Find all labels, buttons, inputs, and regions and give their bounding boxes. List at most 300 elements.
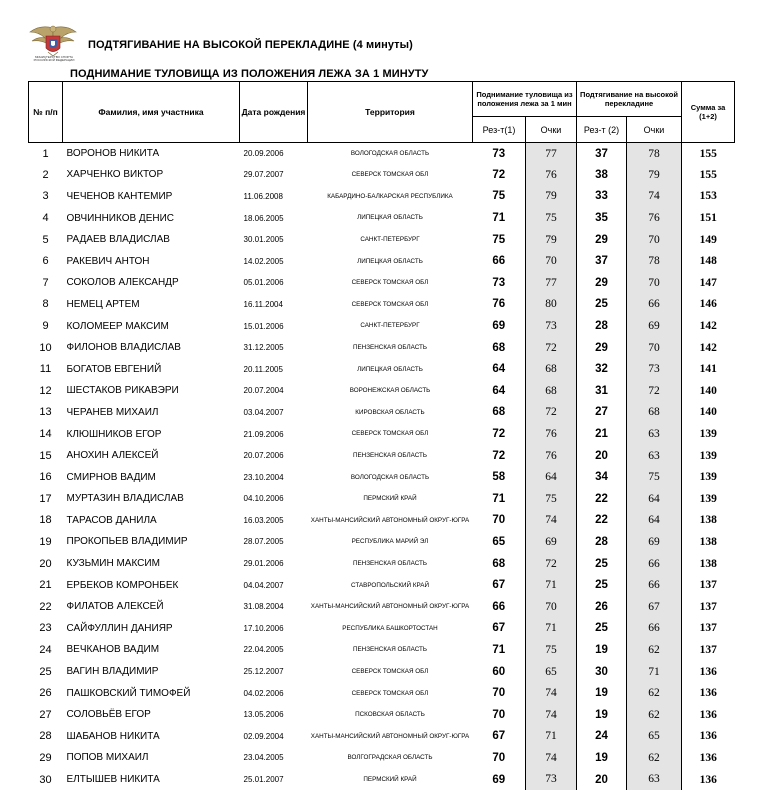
- birth-date: 22.04.2005: [243, 645, 284, 655]
- table-row: [29, 510, 735, 532]
- total-points: 140: [699, 406, 717, 419]
- birth-date: 29.07.2007: [243, 170, 284, 180]
- pullups-result: 25: [595, 298, 608, 311]
- pullups-points: 67: [627, 596, 682, 618]
- birth-date: 16.03.2005: [243, 515, 284, 525]
- row-number: 26: [39, 687, 52, 700]
- birth-date: 23.04.2005: [243, 753, 284, 763]
- total-points: 140: [699, 384, 717, 397]
- pullups-result: 35: [595, 212, 608, 225]
- territory: САНКТ-ПЕТЕРБУРГ: [360, 322, 420, 330]
- participant-name: ПАШКОВСКИЙ ТИМОФЕЙ: [66, 687, 191, 699]
- participant-name: СОЛОВЬЁВ ЕГОР: [66, 709, 151, 721]
- territory: ЛИПЕЦКАЯ ОБЛАСТЬ: [357, 214, 423, 222]
- situps-result: 72: [492, 449, 506, 462]
- table-row: [29, 445, 735, 467]
- participant-name: ПОПОВ МИХАИЛ: [66, 752, 149, 764]
- birth-date: 20.07.2006: [243, 451, 284, 461]
- participant-name: ФИЛОНОВ ВЛАДИСЛАВ: [66, 342, 181, 354]
- territory: ПЕНЗЕНСКАЯ ОБЛАСТЬ: [352, 559, 428, 567]
- pullups-points: 66: [627, 553, 682, 575]
- pullups-points: 64: [627, 510, 682, 532]
- situps-result: 71: [492, 212, 506, 225]
- situps-points: 75: [526, 207, 577, 229]
- participant-name: ШЕСТАКОВ РИКАВЭРИ: [66, 385, 179, 397]
- header-points-1: Очки: [526, 117, 577, 143]
- territory: ВОЛОГОДСКАЯ ОБЛАСТЬ: [350, 473, 430, 481]
- situps-points: 74: [526, 682, 577, 704]
- territory: КИРОВСКАЯ ОБЛАСТЬ: [355, 408, 425, 416]
- row-number: 16: [39, 471, 52, 484]
- pullups-points: 70: [627, 229, 682, 251]
- total-points: 136: [699, 751, 717, 764]
- birth-date: 11.06.2008: [243, 191, 283, 201]
- participant-name: КУЗЬМИН МАКСИМ: [66, 558, 160, 570]
- situps-result: 75: [492, 190, 506, 203]
- participant-name: ВОРОНОВ НИКИТА: [66, 148, 160, 160]
- situps-result: 68: [492, 341, 506, 354]
- territory: СЕВЕРСК ТОМСКАЯ ОБЛ: [351, 689, 429, 697]
- row-number: 4: [42, 212, 49, 225]
- row-number: 18: [39, 514, 52, 527]
- birth-date: 31.08.2004: [243, 602, 284, 612]
- total-points: 148: [699, 255, 717, 268]
- situps-points: 64: [526, 466, 577, 488]
- situps-result: 75: [492, 233, 506, 246]
- pullups-points: 63: [627, 769, 682, 790]
- row-number: 13: [39, 406, 52, 419]
- total-points: 137: [699, 579, 717, 592]
- situps-points: 74: [526, 747, 577, 769]
- territory: РЕСПУБЛИКА МАРИЙ ЭЛ: [351, 538, 429, 546]
- situps-result: 69: [492, 773, 506, 786]
- row-number: 24: [39, 643, 52, 656]
- participant-name: МУРТАЗИН ВЛАДИСЛАВ: [66, 493, 184, 505]
- header-result-1: Рез-т(1): [473, 117, 526, 143]
- pullups-points: 64: [627, 488, 682, 510]
- pullups-points: 70: [627, 272, 682, 294]
- total-points: 137: [699, 600, 717, 613]
- row-number: 12: [39, 384, 52, 397]
- row-number: 7: [42, 276, 49, 289]
- pullups-result: 28: [595, 320, 608, 333]
- pullups-points: 76: [627, 207, 682, 229]
- table-row: [29, 164, 735, 186]
- pullups-result: 37: [595, 147, 608, 160]
- row-number: 19: [39, 535, 52, 548]
- header-pullups: Подтягивание на высокой перекладине: [577, 82, 682, 117]
- territory: СЕВЕРСК ТОМСКАЯ ОБЛ: [351, 667, 429, 675]
- participant-name: ПРОКОПЬЕВ ВЛАДИМИР: [66, 536, 188, 548]
- total-points: 139: [699, 428, 717, 441]
- row-number: 10: [39, 341, 52, 354]
- total-points: 136: [699, 773, 717, 786]
- row-number: 11: [39, 363, 52, 376]
- header-num: № п/п: [29, 82, 63, 143]
- situps-points: 74: [526, 510, 577, 532]
- pullups-result: 19: [595, 708, 608, 721]
- pullups-result: 38: [595, 168, 608, 181]
- pullups-result: 27: [595, 406, 608, 419]
- situps-result: 67: [492, 579, 506, 592]
- pullups-points: 63: [627, 445, 682, 467]
- territory: САНКТ-ПЕТЕРБУРГ: [360, 236, 420, 244]
- birth-date: 13.05.2006: [243, 710, 284, 720]
- birth-date: 18.06.2005: [243, 213, 284, 223]
- birth-date: 17.10.2006: [243, 623, 284, 633]
- territory: КАБАРДИНО-БАЛКАРСКАЯ РЕСПУБЛИКА: [327, 192, 453, 200]
- territory: ХАНТЫ-МАНСИЙСКИЙ АВТОНОМНЫЙ ОКРУГ-ЮГРА: [310, 603, 470, 611]
- territory: СЕВЕРСК ТОМСКАЯ ОБЛ: [351, 279, 429, 287]
- participant-name: СОКОЛОВ АЛЕКСАНДР: [66, 277, 179, 289]
- participant-name: СМИРНОВ ВАДИМ: [66, 471, 156, 483]
- pullups-result: 26: [595, 600, 608, 613]
- territory: ХАНТЫ-МАНСИЙСКИЙ АВТОНОМНЫЙ ОКРУГ-ЮГРА: [310, 732, 470, 740]
- territory: СЕВЕРСК ТОМСКАЯ ОБЛ: [351, 430, 429, 438]
- table-row: [29, 769, 735, 790]
- participant-name: ЕРБЕКОВ КОМРОНБЕК: [66, 579, 179, 591]
- pullups-points: 71: [627, 661, 682, 683]
- total-points: 136: [699, 687, 717, 700]
- territory: СЕВЕРСК ТОМСКАЯ ОБЛ: [351, 300, 429, 308]
- situps-points: 76: [526, 423, 577, 445]
- pullups-result: 20: [595, 449, 608, 462]
- row-number: 25: [39, 665, 52, 678]
- pullups-result: 32: [595, 363, 608, 376]
- pullups-result: 22: [595, 492, 608, 505]
- territory: ХАНТЫ-МАНСИЙСКИЙ АВТОНОМНЫЙ ОКРУГ-ЮГРА: [310, 516, 470, 524]
- total-points: 155: [699, 168, 717, 181]
- participant-name: АНОХИН АЛЕКСЕЙ: [66, 450, 159, 462]
- situps-points: 79: [526, 229, 577, 251]
- territory: ПСКОВСКАЯ ОБЛАСТЬ: [355, 711, 425, 719]
- row-number: 27: [39, 708, 52, 721]
- table-row: [29, 747, 735, 769]
- table-row: [29, 315, 735, 337]
- situps-points: 72: [526, 337, 577, 359]
- total-points: 153: [699, 190, 717, 203]
- row-number: 30: [39, 773, 52, 786]
- table-row: [29, 272, 735, 294]
- total-points: 136: [699, 730, 717, 743]
- situps-result: 60: [492, 665, 506, 678]
- situps-points: 71: [526, 726, 577, 748]
- page-title: ПОДТЯГИВАНИЕ НА ВЫСОКОЙ ПЕРЕКЛАДИНЕ (4 минуты): [88, 39, 413, 51]
- pullups-result: 30: [595, 665, 608, 678]
- birth-date: 14.02.2005: [243, 256, 284, 266]
- table-row: [29, 726, 735, 748]
- pullups-result: 29: [595, 341, 608, 354]
- territory: ЛИПЕЦКАЯ ОБЛАСТЬ: [357, 365, 423, 373]
- table-body: [29, 143, 735, 790]
- situps-points: 80: [526, 294, 577, 316]
- pullups-points: 72: [627, 380, 682, 402]
- participant-name: РАДАЕВ ВЛАДИСЛАВ: [66, 234, 170, 246]
- pullups-result: 19: [595, 687, 608, 700]
- pullups-points: 68: [627, 402, 682, 424]
- total-points: 138: [699, 535, 717, 548]
- table-header: [29, 82, 735, 143]
- row-number: 6: [42, 255, 49, 268]
- total-points: 146: [699, 298, 717, 311]
- pullups-points: 65: [627, 726, 682, 748]
- pullups-points: 66: [627, 618, 682, 640]
- header-dob: Дата рождения: [240, 82, 308, 143]
- pullups-result: 29: [595, 276, 608, 289]
- participant-name: ШАБАНОВ НИКИТА: [66, 730, 160, 742]
- participant-name: РАКЕВИЧ АНТОН: [66, 255, 150, 267]
- birth-date: 04.02.2006: [243, 688, 284, 698]
- situps-points: 76: [526, 164, 577, 186]
- pullups-result: 31: [595, 384, 608, 397]
- participant-name: ХАРЧЕНКО ВИКТОР: [66, 169, 164, 181]
- territory: СЕВЕРСК ТОМСКАЯ ОБЛ: [351, 171, 429, 179]
- pullups-points: 69: [627, 531, 682, 553]
- situps-points: 79: [526, 186, 577, 208]
- total-points: 137: [699, 643, 717, 656]
- situps-result: 68: [492, 557, 506, 570]
- participant-name: НЕМЕЦ АРТЕМ: [66, 298, 140, 310]
- total-points: 142: [699, 320, 717, 333]
- participant-name: ФИЛАТОВ АЛЕКСЕЙ: [66, 601, 164, 613]
- pullups-points: 73: [627, 358, 682, 380]
- participant-name: ЕЛТЫШЕВ НИКИТА: [66, 774, 160, 786]
- situps-points: 68: [526, 358, 577, 380]
- participant-name: ВЕЧКАНОВ ВАДИМ: [66, 644, 160, 656]
- pullups-points: 70: [627, 337, 682, 359]
- total-points: 142: [699, 341, 717, 354]
- situps-points: 68: [526, 380, 577, 402]
- total-points: 147: [699, 276, 717, 289]
- situps-result: 72: [492, 168, 506, 181]
- table-row: [29, 380, 735, 402]
- situps-points: 74: [526, 704, 577, 726]
- header-points-2: Очки: [627, 117, 682, 143]
- birth-date: 29.01.2006: [243, 559, 284, 569]
- participant-name: ВАГИН ВЛАДИМИР: [66, 666, 159, 678]
- territory: ВОЛОГОДСКАЯ ОБЛАСТЬ: [350, 149, 430, 157]
- logo-caption: МИНИСТЕРСТВО СПОРТА РОССИЙСКОЙ ФЕДЕРАЦИИ: [33, 55, 75, 63]
- situps-points: 69: [526, 531, 577, 553]
- pullups-result: 34: [595, 471, 608, 484]
- row-number: 9: [42, 320, 49, 333]
- table-row: [29, 682, 735, 704]
- territory: ЛИПЕЦКАЯ ОБЛАСТЬ: [357, 257, 423, 265]
- header-situps: Поднимание туловища из положения лежа за 1 мин: [473, 82, 577, 117]
- situps-result: 69: [492, 320, 506, 333]
- pullups-points: 62: [627, 682, 682, 704]
- participant-name: ТАРАСОВ ДАНИЛА: [66, 514, 157, 526]
- situps-points: 73: [526, 315, 577, 337]
- situps-result: 71: [492, 643, 506, 656]
- situps-points: 71: [526, 618, 577, 640]
- table-row: [29, 402, 735, 424]
- birth-date: 28.07.2005: [243, 537, 284, 547]
- situps-result: 66: [492, 600, 506, 613]
- table-row: [29, 704, 735, 726]
- pullups-result: 29: [595, 233, 608, 246]
- situps-result: 72: [492, 428, 506, 441]
- territory: СТАВРОПОЛЬСКИЙ КРАЙ: [350, 581, 429, 589]
- table-row: [29, 618, 735, 640]
- birth-date: 04.04.2007: [243, 580, 284, 590]
- pullups-points: 62: [627, 704, 682, 726]
- birth-date: 23.10.2004: [243, 472, 284, 482]
- table-row: [29, 337, 735, 359]
- pullups-points: 66: [627, 294, 682, 316]
- situps-points: 73: [526, 769, 577, 790]
- row-number: 20: [39, 557, 52, 570]
- row-number: 8: [42, 298, 49, 311]
- row-number: 5: [42, 233, 49, 246]
- table-row: [29, 553, 735, 575]
- pullups-result: 28: [595, 535, 608, 548]
- pullups-points: 63: [627, 423, 682, 445]
- situps-points: 75: [526, 488, 577, 510]
- pullups-points: 74: [627, 186, 682, 208]
- row-number: 22: [39, 600, 52, 613]
- row-number: 17: [39, 492, 52, 505]
- pullups-result: 24: [595, 730, 608, 743]
- header-name: Фамилия, имя участника: [63, 82, 240, 143]
- birth-date: 20.11.2005: [243, 364, 283, 374]
- total-points: 139: [699, 471, 717, 484]
- table-row: [29, 574, 735, 596]
- row-number: 21: [39, 579, 52, 592]
- table-row: [29, 143, 735, 165]
- row-number: 1: [42, 147, 49, 160]
- birth-date: 20.09.2006: [243, 149, 284, 159]
- participant-name: ОВЧИННИКОВ ДЕНИС: [66, 212, 174, 224]
- total-points: 139: [699, 449, 717, 462]
- table-row: [29, 488, 735, 510]
- table-row: [29, 186, 735, 208]
- pullups-result: 19: [595, 643, 608, 656]
- situps-result: 66: [492, 255, 506, 268]
- situps-result: 64: [492, 384, 506, 397]
- situps-points: 65: [526, 661, 577, 683]
- results-table: [28, 81, 735, 790]
- situps-points: 76: [526, 445, 577, 467]
- birth-date: 21.09.2006: [243, 429, 284, 439]
- pullups-points: 79: [627, 164, 682, 186]
- situps-result: 65: [492, 535, 506, 548]
- table-row: [29, 596, 735, 618]
- total-points: 136: [699, 708, 717, 721]
- situps-points: 70: [526, 250, 577, 272]
- pullups-result: 25: [595, 622, 608, 635]
- birth-date: 25.01.2007: [243, 775, 284, 785]
- territory: ПЕНЗЕНСКАЯ ОБЛАСТЬ: [352, 646, 428, 654]
- table-row: [29, 639, 735, 661]
- table-row: [29, 531, 735, 553]
- pullups-points: 75: [627, 466, 682, 488]
- pullups-result: 33: [595, 190, 608, 203]
- situps-result: 58: [492, 471, 506, 484]
- birth-date: 20.07.2004: [243, 386, 284, 396]
- table-row: [29, 207, 735, 229]
- territory: ПЕРМСКИЙ КРАЙ: [363, 775, 417, 783]
- pullups-result: 22: [595, 514, 608, 527]
- situps-points: 72: [526, 553, 577, 575]
- pullups-points: 66: [627, 574, 682, 596]
- pullups-result: 37: [595, 255, 608, 268]
- territory: ПЕНЗЕНСКАЯ ОБЛАСТЬ: [352, 344, 428, 352]
- birth-date: 04.10.2006: [243, 494, 284, 504]
- table-row: [29, 358, 735, 380]
- situps-result: 71: [492, 492, 506, 505]
- row-number: 15: [39, 449, 52, 462]
- territory: ПЕНЗЕНСКАЯ ОБЛАСТЬ: [352, 452, 428, 459]
- header-territory: Территория: [308, 82, 473, 143]
- situps-points: 71: [526, 574, 577, 596]
- page-subtitle: ПОДНИМАНИЕ ТУЛОВИЩА ИЗ ПОЛОЖЕНИЯ ЛЕЖА ЗА 1 МИНУТУ: [70, 68, 429, 80]
- territory: ВОРОНЕЖСКАЯ ОБЛАСТЬ: [349, 387, 431, 395]
- pullups-result: 25: [595, 557, 608, 570]
- pullups-points: 62: [627, 747, 682, 769]
- situps-points: 75: [526, 639, 577, 661]
- participant-name: КОЛОМЕЕР МАКСИМ: [66, 320, 169, 332]
- header-sum: Сумма за (1+2): [682, 82, 735, 143]
- participant-name: САЙФУЛЛИН ДАНИЯР: [66, 622, 173, 634]
- pullups-result: 25: [595, 579, 608, 592]
- situps-result: 68: [492, 406, 506, 419]
- situps-result: 64: [492, 363, 506, 376]
- birth-date: 03.04.2007: [243, 407, 284, 417]
- birth-date: 25.12.2007: [243, 667, 284, 677]
- total-points: 151: [699, 212, 717, 225]
- table-row: [29, 294, 735, 316]
- situps-points: 77: [526, 272, 577, 294]
- pullups-result: 21: [595, 428, 608, 441]
- pullups-points: 69: [627, 315, 682, 337]
- situps-points: 70: [526, 596, 577, 618]
- situps-result: 76: [492, 298, 506, 311]
- situps-result: 70: [492, 514, 506, 527]
- pullups-points: 62: [627, 639, 682, 661]
- situps-result: 70: [492, 687, 506, 700]
- participant-name: КЛЮШНИКОВ ЕГОР: [66, 428, 162, 440]
- total-points: 138: [699, 514, 717, 527]
- birth-date: 02.09.2004: [243, 731, 284, 741]
- row-number: 23: [39, 622, 52, 635]
- table-row: [29, 423, 735, 445]
- pullups-result: 19: [595, 751, 608, 764]
- row-number: 2: [42, 168, 49, 181]
- total-points: 138: [699, 557, 717, 570]
- table-row: [29, 229, 735, 251]
- pullups-points: 78: [627, 143, 682, 165]
- territory: РЕСПУБЛИКА БАШКОРТОСТАН: [342, 624, 438, 632]
- territory: ВОЛГОГРАДСКАЯ ОБЛАСТЬ: [347, 754, 433, 762]
- total-points: 136: [699, 665, 717, 678]
- birth-date: 31.12.2005: [243, 343, 284, 353]
- participant-name: ЧЕЧЕНОВ КАНТЕМИР: [66, 190, 173, 202]
- row-number: 28: [39, 730, 52, 743]
- situps-result: 67: [492, 730, 506, 743]
- situps-result: 70: [492, 751, 506, 764]
- birth-date: 16.11.2004: [243, 299, 283, 309]
- pullups-points: 78: [627, 250, 682, 272]
- situps-result: 70: [492, 708, 506, 721]
- table-row: [29, 661, 735, 683]
- table-row: [29, 466, 735, 488]
- total-points: 155: [699, 147, 717, 160]
- total-points: 149: [699, 233, 717, 246]
- birth-date: 15.01.2006: [243, 321, 284, 331]
- participant-name: ЧЕРАНЕВ МИХАИЛ: [66, 406, 159, 418]
- total-points: 139: [699, 492, 717, 505]
